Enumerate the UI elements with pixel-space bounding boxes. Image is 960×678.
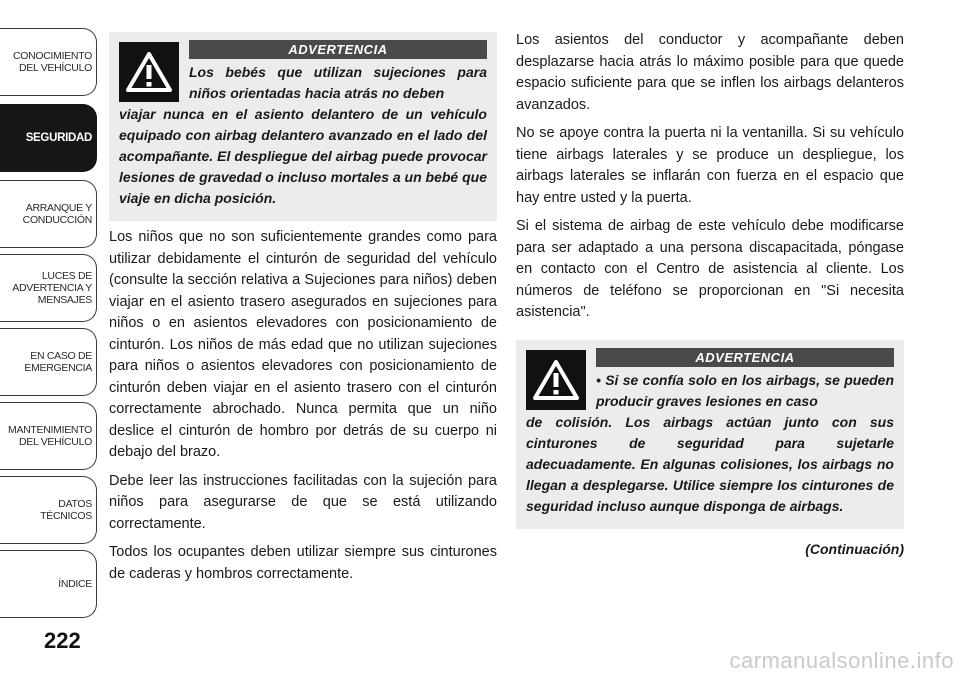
tab-seguridad[interactable]: SEGURIDAD [0, 104, 97, 172]
tab-datos[interactable]: DATOS TÉCNICOS [0, 476, 97, 544]
tab-arranque[interactable]: ARRANQUE Y CONDUCCIÓN [0, 180, 97, 248]
tab-mantenimiento[interactable]: MANTENIMIENTO DEL VEHÍCULO [0, 402, 97, 470]
left-column [109, 32, 497, 592]
warning-box-airbags [516, 340, 904, 529]
warning-triangle-icon [119, 42, 179, 102]
right-column [516, 30, 904, 557]
continuation-label: (Continuación) [805, 540, 904, 557]
tab-indice[interactable]: ÍNDICE [0, 550, 97, 618]
watermark-text: carmanualsonline.info [729, 648, 954, 673]
warning-text-body: de colisión. Los airbags actúan junto con sus cinturones de seguridad para sujetarle adecuadamente. En algunas colisiones, los airbags no llegan a desplegarse. Utilice siempre los cinturones de seguridad incluso aunque disponga de airbags. [526, 413, 894, 514]
warning-text-head: • Si se confía solo en los airbags, se pueden producir graves lesiones en caso [596, 371, 894, 409]
warning-text-body: viajar nunca en el asiento delantero de un vehículo equipado con airbag delantero avanzado en el lado del acompañante. El despliegue del airbag puede provocar lesiones de gravedad o incluso mortales a un bebé que viaje en dicha posición. [119, 106, 487, 206]
warning-header [526, 348, 894, 412]
warning-box-infants [109, 32, 497, 221]
paragraph: No se apoye contra la puerta ni la ventanilla. Si su vehículo tiene airbags laterales y se produce un despliegue, los airbags laterales se inflarán con fuerza en el espacio que hay entre usted y la puerta. [516, 125, 904, 206]
warning-triangle-icon [526, 350, 586, 410]
warning-text-head: Los bebés que utilizan sujeciones para niños orientadas hacia atrás no deben [189, 64, 487, 101]
warning-header [119, 40, 487, 104]
tab-luces[interactable]: LUCES DE ADVERTENCIA Y MENSAJES [0, 254, 97, 322]
tab-conocimiento[interactable]: CONOCIMIENTO DEL VEHÍCULO [0, 28, 97, 96]
paragraph: Los asientos del conductor y acompañante deben desplazarse hacia atrás lo máximo posible para que quede espacio suficiente para que se inflen los airbags delanteros avanzados. [516, 32, 904, 113]
paragraph: Los niños que no son suficientemente grandes como para utilizar debidamente el cinturón de seguridad del vehículo (consulte la sección relativa a Sujeciones para niños) deben viajar en el asiento trasero asegurados en sujeciones para niños o en asientos elevadores con posicionamiento de cinturón. Los niños de más edad que no utilizan sujeciones para niños o asientos elevadores con posicionamiento de cinturón deben viajar en el asiento trasero con el cinturón correctamente abrochado. Nunca permita que un niño deslice el cinturón de hombro por detrás de su cuerpo ni debajo del brazo. [109, 229, 497, 460]
paragraph: Si el sistema de airbag de este vehículo debe modificarse para ser adaptado a una persona discapacitada, póngase en contacto con el Centro de asistencia al cliente. Los números de teléfono se proporcionan en "Si necesita asistencia". [516, 218, 904, 320]
page-number: 222 [44, 628, 81, 653]
paragraph: Todos los ocupantes deben utilizar siempre sus cinturones de caderas y hombros correctamente. [109, 544, 497, 582]
paragraph: Debe leer las instrucciones facilitadas con la sujeción para niños para asegurarse de que se está utilizando correctamente. [109, 472, 497, 532]
tab-emergencia[interactable]: EN CASO DE EMERGENCIA [0, 328, 97, 396]
warning-title: ADVERTENCIA [189, 40, 487, 59]
warning-title: ADVERTENCIA [596, 348, 894, 367]
